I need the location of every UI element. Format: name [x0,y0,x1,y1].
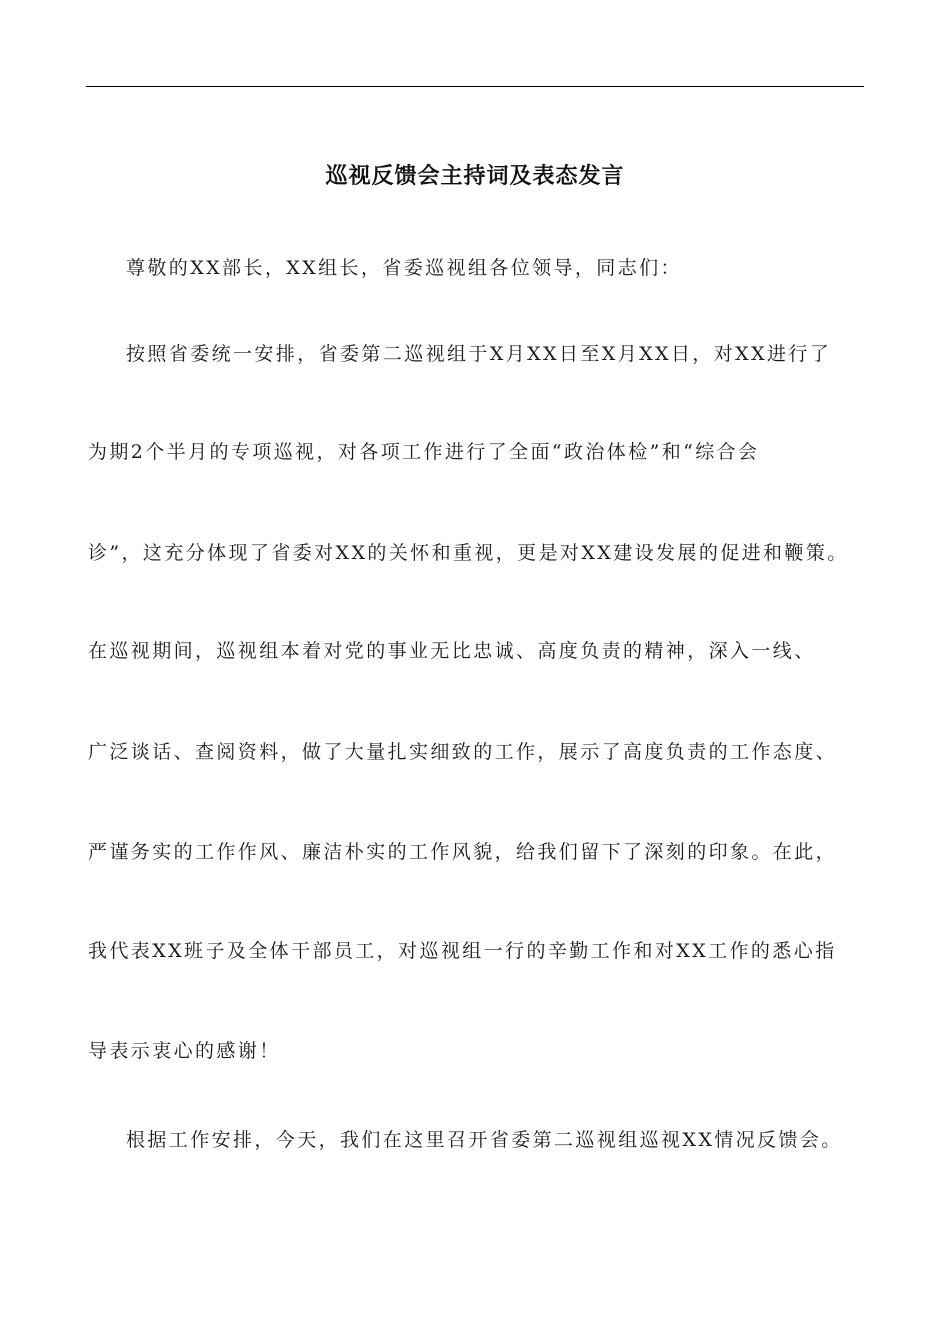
paragraph-line: 我代表XX班子及全体干部员工，对巡视组一行的辛勤工作和对XX工作的悉心指 [88,940,837,962]
paragraph-line: 广泛谈话、查阅资料，做了大量扎实细致的工作，展示了高度负责的工作态度、 [88,741,838,763]
paragraph-line: 导表示衷心的感谢！ [88,1040,281,1062]
paragraph-line: 为期2个半月的专项巡视，对各项工作进行了全面“政治体检”和“综合会 [88,441,760,463]
document-title: 巡视反馈会主持词及表态发言 [325,163,625,189]
paragraph-line: 严谨务实的工作作风、廉洁朴实的工作风貌，给我们留下了深刻的印象。在此， [88,841,838,863]
paragraph-line: 按照省委统一安排，省委第二巡视组于X月XX日至X月XX日，对XX进行了 [126,343,832,365]
paragraph-line: 诊”，这充分体现了省委对XX的关怀和重视，更是对XX建设发展的促进和鞭策。 [88,542,849,564]
paragraph-line: 根据工作安排，今天，我们在这里召开省委第二巡视组巡视XX情况反馈会。 [126,1129,843,1151]
greeting-line: 尊敬的XX部长，XX组长，省委巡视组各位领导，同志们： [126,257,682,279]
paragraph-line: 在巡视期间，巡视组本着对党的事业无比忠诚、高度负责的精神，深入一线、 [88,640,816,662]
header-rule [86,86,864,87]
